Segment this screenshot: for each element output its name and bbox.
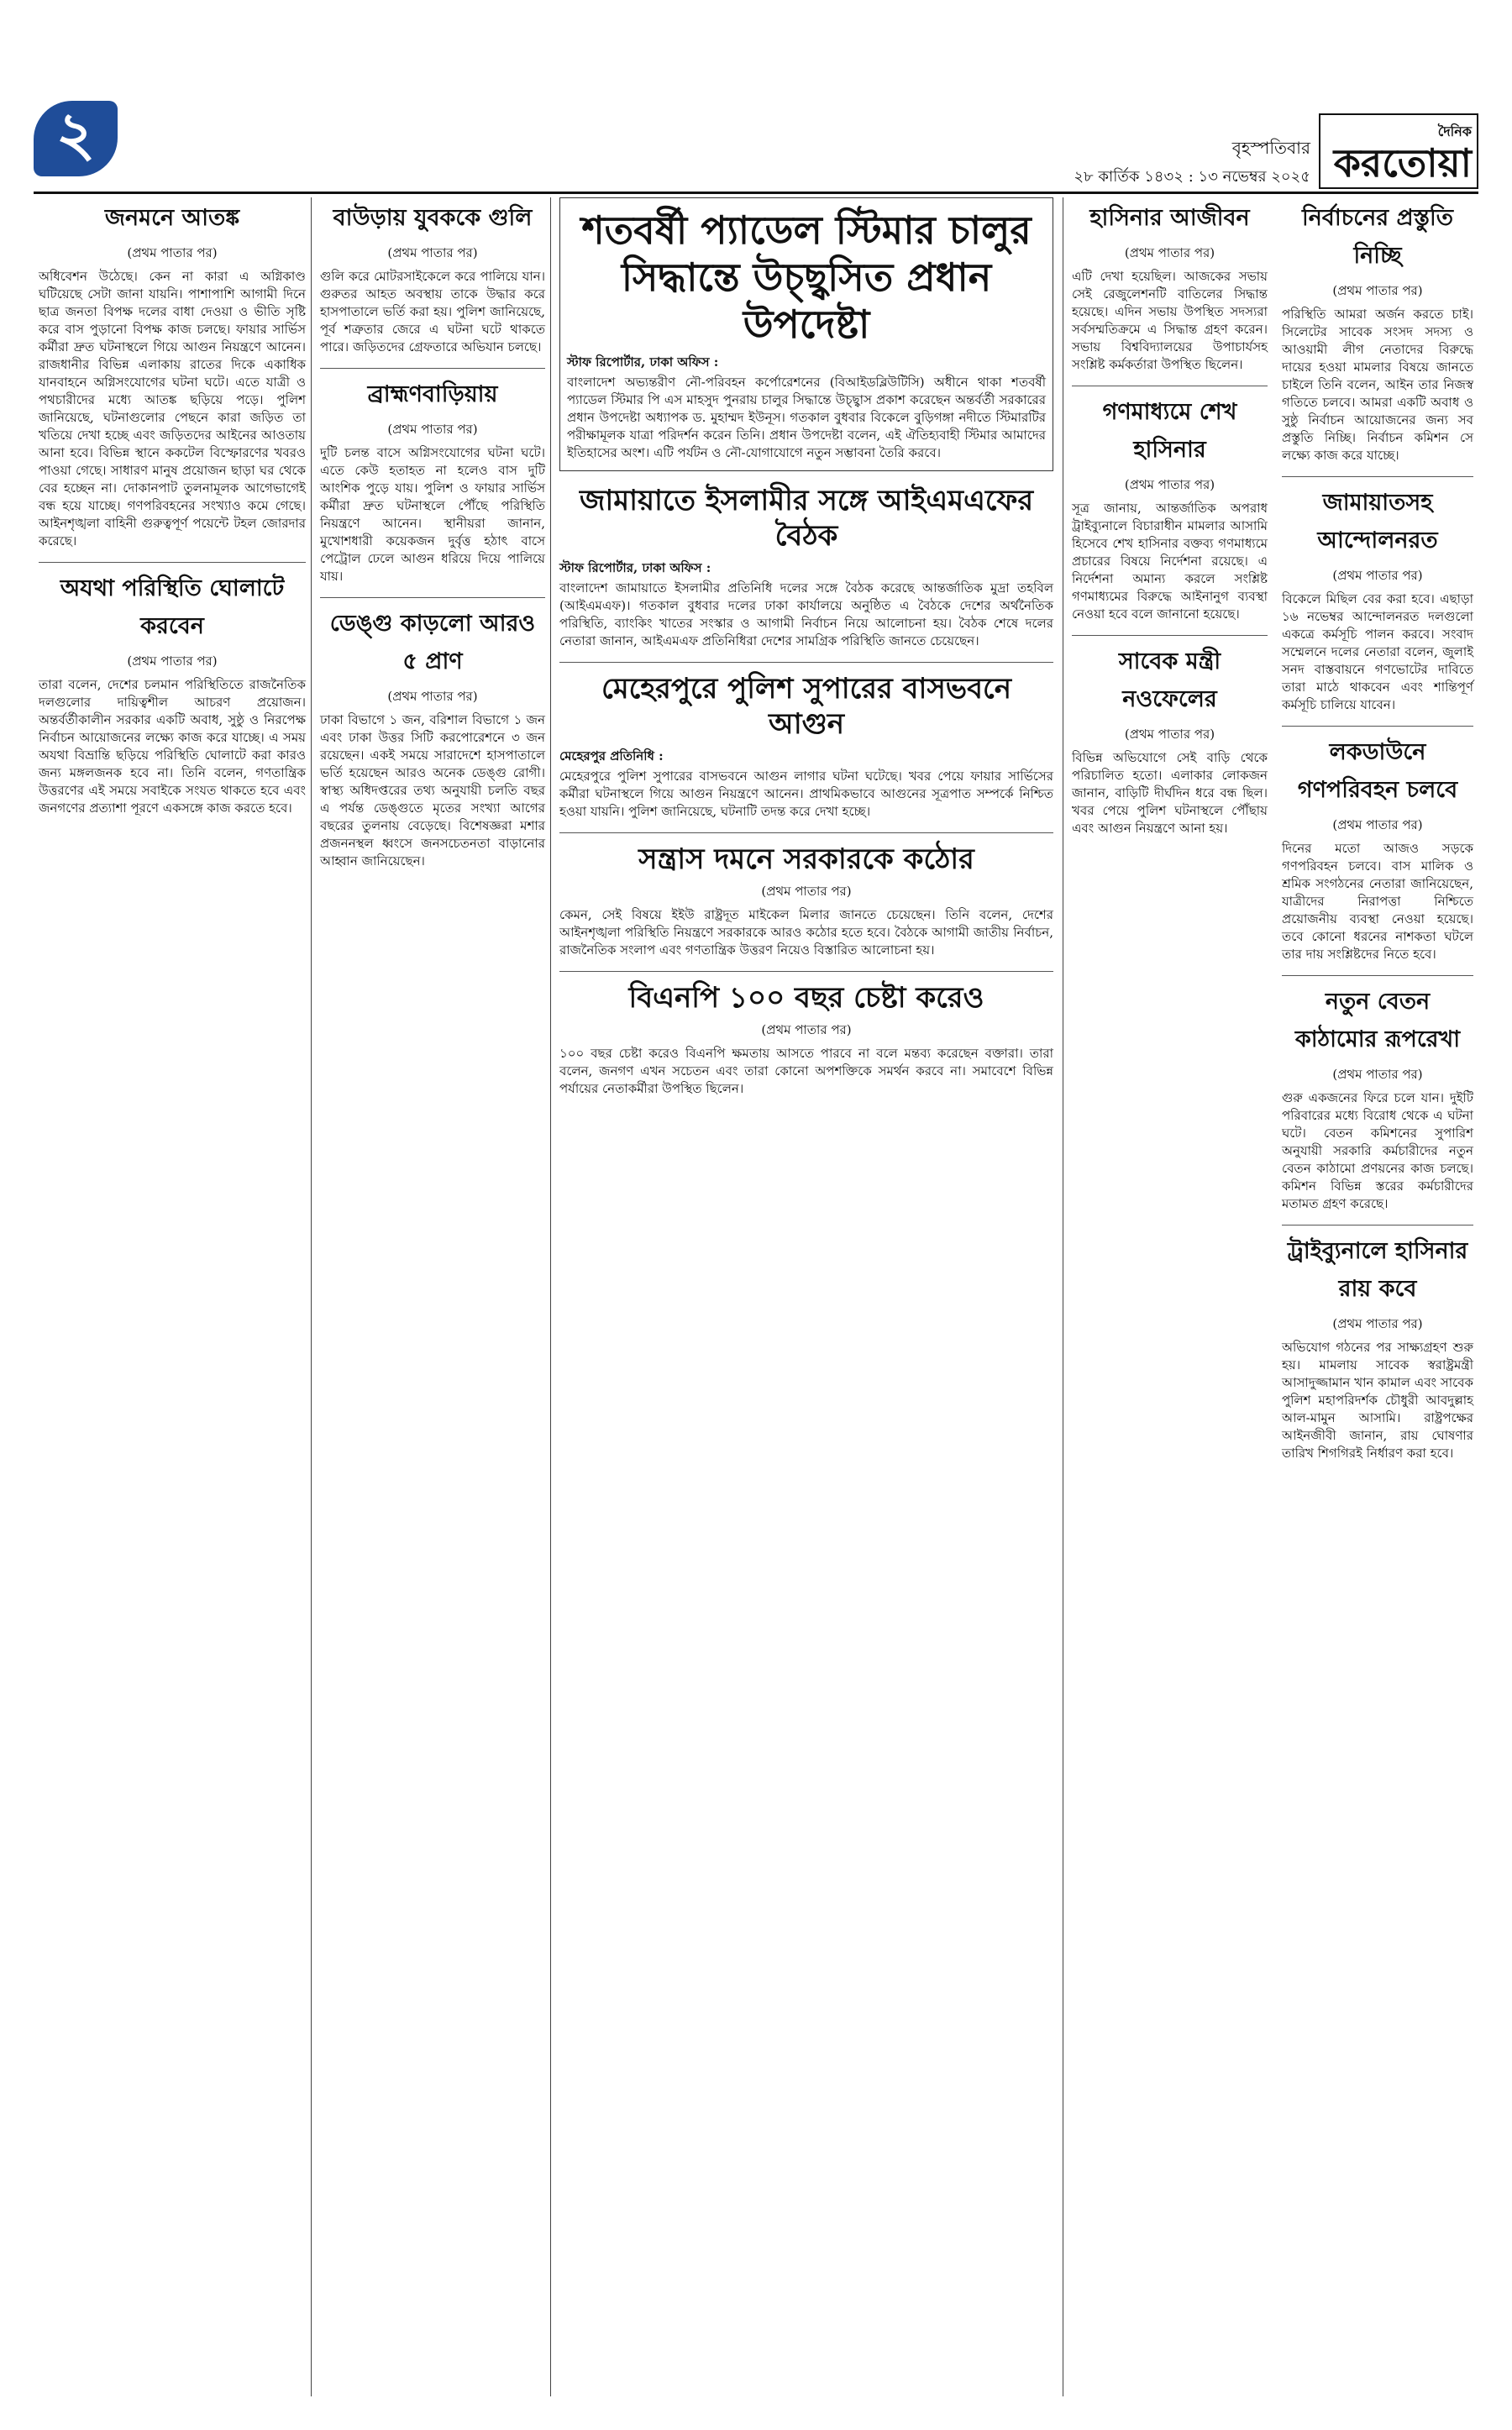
headline: ট্রাইব্যুনালে হাসিনার রায় কবে bbox=[1287, 1238, 1468, 1302]
masthead-rule bbox=[34, 192, 1478, 194]
story-dengue bbox=[320, 606, 545, 870]
issue-day: বৃহস্পতিবার bbox=[1231, 138, 1310, 158]
story-body: বাংলাদেশ জামায়াতে ইসলামীর প্রতিনিধি দলের সঙ্গে বৈঠক করেছে আন্তর্জাতিক মুদ্রা তহবিল (আইএমএফ)। গতকাল বুধবার দলের ঢাকা কার্যালয়ে অনুষ্ঠিত এ বৈঠকে দেশের অর্থনৈতিক পরিস্থিতি, ব্যাংকিং খাতের সংস্কার ও আগামী নির্বাচন নিয়ে আলোচনা হয়। বৈঠক শেষে দলের নেতারা জানান, আইএমএফ প্রতিনিধিরা দেশের সামগ্রিক পরিস্থিতি জানতে চেয়েছেন। bbox=[559, 580, 1053, 648]
headline: সাবেক মন্ত্রী নওফেলের bbox=[1118, 648, 1221, 712]
story-jamaat-andolon bbox=[1282, 485, 1473, 714]
headline: মেহেরপুরে পুলিশ সুপারের বাসভবনে আগুন bbox=[601, 672, 1012, 741]
column-2 bbox=[315, 197, 550, 882]
story-janamane bbox=[39, 201, 306, 550]
headline: অযথা পরিস্থিতি ঘোলাটে করবেন bbox=[60, 575, 285, 639]
headline: ব্রাহ্মণবাড়িয়ায় bbox=[367, 381, 498, 407]
story-divider bbox=[559, 971, 1053, 972]
jump-line: (প্রথম পাতার পর) bbox=[1332, 283, 1423, 298]
story-divider bbox=[1072, 635, 1268, 636]
story-divider bbox=[559, 662, 1053, 663]
story-sthiti bbox=[39, 571, 306, 817]
story-divider bbox=[1282, 726, 1473, 727]
jump-line: (প্রথম পাতার পর) bbox=[1124, 727, 1215, 742]
story-divider bbox=[1282, 975, 1473, 976]
story-body: সূত্র জানায়, আন্তর্জাতিক অপরাধ ট্রাইব্যুনালে বিচারাধীন মামলার আসামি হিসেবে শেখ হাসিনার বক্তব্য গণমাধ্যমে প্রচারের বিষয়ে নির্দেশনা রয়েছে। এ নির্দেশনা অমান্য করলে সংশ্লিষ্ট গণমাধ্যমের বিরুদ্ধে আইনানুগ ব্যবস্থা নেওয়া হবে বলে জানানো হয়েছে। bbox=[1072, 501, 1268, 622]
jump-line: (প্রথম পাতার পর) bbox=[387, 245, 478, 260]
headline: বাউড়ায় যুবককে গুলি bbox=[333, 205, 533, 231]
story-body: পরিস্থিতি আমরা অর্জন করতে চাই। সিলেটের সাবেক সংসদ সদস্য ও আওয়ামী লীগ নেতাদের বিরুদ্ধে দায়ের হওয়া মামলার বিষয়ে জানতে চাইলে তিনি বলেন, আইন তার নিজস্ব গতিতে চলবে। আমরা একটি অবাধ ও সুষ্ঠু নির্বাচন আয়োজনের জন্য সব প্রস্তুতি নিচ্ছি। নির্বাচন কমিশন সে লক্ষ্যে কাজ করে যাচ্ছে। bbox=[1282, 307, 1473, 463]
headline: হাসিনার আজীবন bbox=[1089, 205, 1250, 231]
jump-line: (প্রথম পাতার পর) bbox=[1332, 1067, 1423, 1082]
headline: বিএনপি ১০০ বছর চেষ্টা করেও bbox=[628, 981, 984, 1015]
story-body: বিকেলে মিছিল বের করা হবে। এছাড়া ১৬ নভেম্বর আন্দোলনরত দলগুলো একত্রে কর্মসূচি পালন করবে। সংবাদ সম্মেলনে দলের নেতারা বলেন, জুলাই সনদ বাস্তবায়নে গণভোটের দাবিতে তারা মাঠে থাকবেন এবং শান্তিপূর্ণ কর্মসূচি চালিয়ে যাবেন। bbox=[1282, 591, 1473, 712]
lead-headline: শতবর্ষী প্যাডেল স্টিমার চালুর সিদ্ধান্তে উচ্ছ্বসিত প্রধান উপদেষ্টা bbox=[581, 207, 1032, 347]
story-body: অভিযোগ গঠনের পর সাক্ষ্যগ্রহণ শুরু হয়। মামলায় সাবেক স্বরাষ্ট্রমন্ত্রী আসাদুজ্জামান খান কামাল এবং সাবেক পুলিশ মহাপরিদর্শক চৌধুরী আবদুল্লাহ আল-মামুন আসামি। রাষ্ট্রপক্ষের আইনজীবী জানান, রায় ঘোষণার তারিখ শিগগিরই নির্ধারণ করা হবে। bbox=[1282, 1340, 1473, 1461]
jump-line: (প্রথম পাতার পর) bbox=[127, 245, 218, 260]
story-body: তারা বলেন, দেশের চলমান পরিস্থিতিতে রাজনৈতিক দলগুলোর দায়িত্বশীল আচরণ প্রয়োজন। অন্তর্বর্তীকালীন সরকার একটি অবাধ, সুষ্ঠু ও নিরপেক্ষ নির্বাচন আয়োজনের লক্ষ্যে কাজ করে যাচ্ছে। এ সময় অযথা বিভ্রান্তি ছড়িয়ে পরিস্থিতি ঘোলাটে করা কারও জন্য মঙ্গলজনক হবে না। তিনি বলেন, গণতান্ত্রিক উত্তরণের এই সময়ে সবাইকে সংযত থাকতে হবে এবং জনগণের প্রত্যাশা পূরণে একসঙ্গে কাজ করতে হবে। bbox=[39, 677, 306, 816]
story-body: গুরু একজনের ফিরে চলে যান। দুইটি পরিবারের মধ্যে বিরোধ থেকে এ ঘটনা ঘটে। বেতন কমিশনের সুপারিশ অনুযায়ী সরকারি কর্মচারীদের নতুন বেতন কাঠামো প্রণয়নের কাজ চলছে। কমিশন বিভিন্ন স্তরের কর্মচারীদের মতামত গ্রহণ করেছে। bbox=[1282, 1090, 1473, 1211]
story-body: বাংলাদেশ অভ্যন্তরীণ নৌ-পরিবহন কর্পোরেশনের (বিআইডব্লিউটিসি) অধীনে থাকা শতবর্ষী প্যাডেল স্টিমার পি এস মাহসুদ পুনরায় চালুর সিদ্ধান্তে উচ্ছ্বাস প্রকাশ করেছেন অন্তর্বর্তী সরকারের প্রধান উপদেষ্টা অধ্যাপক ড. মুহাম্মদ ইউনূস। গতকাল বুধবার বিকেলে বুড়িগঙ্গা নদীতে স্টিমারটির পরীক্ষামূলক যাত্রা পরিদর্শন করেন তিনি। প্রধান উপদেষ্টা বলেন, এই ঐতিহ্যবাহী স্টিমার আমাদের ইতিহাসের অংশ। এটি পর্যটন ও নৌ-যোগাযোগে নতুন সম্ভাবনা তৈরি করবে। bbox=[567, 375, 1046, 460]
story-brahmanbaria bbox=[320, 377, 545, 585]
story-tribunal bbox=[1282, 1234, 1473, 1462]
story-body: অধিবেশন উঠেছে। কেন না কারা এ অগ্নিকাণ্ড ঘটিয়েছে সেটা জানা যায়নি। পাশাপাশি আগামী দিনে ছাত্র জনতা বিপক্ষ দলের বাধা দেওয়া ও ভীতি সৃষ্টি করে বাস পুড়ানো বিপক্ষ কাজ চলছে। ফায়ার সার্ভিস কর্মীরা দ্রুত ঘটনাস্থলে গিয়ে আগুন নিয়ন্ত্রণে আনেন। রাজধানীর বিভিন্ন এলাকায় রাতের দিকে একাধিক যানবাহনে অগ্নিসংযোগের ঘটনা ঘটে। এতে যাত্রী ও পথচারীদের মধ্যে আতঙ্ক ছড়িয়ে পড়ে। পুলিশ জানিয়েছে, ঘটনাগুলোর পেছনে কারা জড়িত তা খতিয়ে দেখা হচ্ছে এবং জড়িতদের আইনের আওতায় আনা হবে। বিভিন্ন স্থানে ককটেল বিস্ফোরণের খবরও পাওয়া গেছে। সাধারণ মানুষ প্রয়োজন ছাড়া ঘর থেকে বের হচ্ছেন না। দোকানপাট তুলনামূলক আগেভাগেই বন্ধ হয়ে যাচ্ছে। গণপরিবহনের সংখ্যাও কমে গেছে। আইনশৃঙ্খলা বাহিনী গুরুত্বপূর্ণ পয়েন্টে টহল জোরদার করেছে। bbox=[39, 269, 306, 548]
newspaper-logo bbox=[1319, 113, 1478, 189]
column-5 bbox=[1277, 197, 1478, 1474]
column-1 bbox=[34, 197, 311, 829]
jump-line: (প্রথম পাতার পর) bbox=[1332, 568, 1423, 583]
story-body: দুটি চলন্ত বাসে অগ্নিসংযোগের ঘটনা ঘটে। এতে কেউ হতাহত না হলেও বাস দুটি আংশিক পুড়ে যায়। পুলিশ ও ফায়ার সার্ভিস কর্মীরা দ্রুত ঘটনাস্থলে পৌঁছে পরিস্থিতি নিয়ন্ত্রণে আনেন। স্থানীয়রা জানান, মুখোশধারী কয়েকজন দুর্বৃত্ত হঠাৎ বাসে পেট্রোল ঢেলে আগুন ধরিয়ে দিয়ে পালিয়ে যায়। bbox=[320, 445, 545, 584]
story-body: ১০০ বছর চেষ্টা করেও বিএনপি ক্ষমতায় আসতে পারবে না বলে মন্তব্য করেছেন বক্তারা। তারা বলেন, জনগণ এখন সচেতন এবং তারা কোনো অপশক্তিকে সমর্থন করবে না। সমাবেশে বিভিন্ন পর্যায়ের নেতাকর্মীরা উপস্থিত ছিলেন। bbox=[559, 1046, 1053, 1096]
headline: জনমনে আতঙ্ক bbox=[104, 205, 240, 231]
jump-line: (প্রথম পাতার পর) bbox=[1332, 817, 1423, 832]
headline: জামায়াতসহ আন্দোলনরত bbox=[1317, 490, 1438, 554]
story-divider bbox=[1282, 476, 1473, 477]
logo-big-text: করতোয়া bbox=[1333, 139, 1472, 186]
story-nirbachan bbox=[1282, 201, 1473, 464]
byline: স্টাফ রিপোর্টার, ঢাকা অফিস : bbox=[559, 560, 711, 575]
story-divider bbox=[320, 368, 545, 369]
byline: স্টাফ রিপোর্টার, ঢাকা অফিস : bbox=[567, 354, 719, 370]
headline: জামায়াতে ইসলামীর সঙ্গে আইএমএফের বৈঠক bbox=[579, 484, 1034, 553]
headline: নির্বাচনের প্রস্তুতি নিচ্ছি bbox=[1301, 205, 1454, 269]
story-lockdown bbox=[1282, 735, 1473, 963]
story-steamer bbox=[559, 197, 1053, 471]
jump-line: (প্রথম পাতার পর) bbox=[761, 884, 852, 899]
story-bnp bbox=[559, 980, 1053, 1098]
story-body: দিনের মতো আজও সড়কে গণপরিবহন চলবে। বাস মালিক ও শ্রমিক সংগঠনের নেতারা জানিয়েছেন, যাত্রীদের নিরাপত্তা নিশ্চিতে প্রয়োজনীয় ব্যবস্থা নেওয়া হয়েছে। তবে কোনো ধরনের নাশকতা ঘটলে তার দায় সংশ্লিষ্টদের নিতে হবে। bbox=[1282, 841, 1473, 962]
jump-line: (প্রথম পাতার পর) bbox=[387, 422, 478, 437]
headline: ডেঙ্গু কাড়লো আরও ৫ প্রাণ bbox=[329, 611, 536, 674]
byline: মেহেরপুর প্রতিনিধি : bbox=[559, 748, 664, 764]
story-body: মেহেরপুরে পুলিশ সুপারের বাসভবনে আগুন লাগার ঘটনা ঘটেছে। খবর পেয়ে ফায়ার সার্ভিসের কর্মীরা ঘটনাস্থলে গিয়ে আগুন নিয়ন্ত্রণে আনেন। প্রাথমিকভাবে আগুনের সূত্রপাত সম্পর্কে নিশ্চিত হওয়া যায়নি। পুলিশ জানিয়েছে, ঘটনাটি তদন্ত করে দেখা হচ্ছে। bbox=[559, 769, 1053, 819]
story-body: এটি দেখা হয়েছিল। আজকের সভায় সেই রেজুলেশনটি বাতিলের সিদ্ধান্ত হয়েছে। এদিন সভায় উপস্থিত সদস্যরা সর্বসম্মতিক্রমে এ সিদ্ধান্ত গ্রহণ করেন। সভায় বিশ্ববিদ্যালয়ের উপাচার্যসহ সংশ্লিষ্ট কর্মকর্তারা উপস্থিত ছিলেন। bbox=[1072, 269, 1268, 372]
column-center bbox=[554, 197, 1058, 1110]
story-divider bbox=[559, 832, 1053, 833]
story-santrash bbox=[559, 842, 1053, 959]
story-divider bbox=[320, 597, 545, 598]
issue-date: ২৮ কার্তিক ১৪৩২ : ১৩ নভেম্বর ২০২৫ bbox=[1074, 168, 1310, 186]
jump-line: (প্রথম পাতার পর) bbox=[127, 653, 218, 669]
story-mantri bbox=[1072, 644, 1268, 837]
page-number: ২ bbox=[55, 97, 96, 169]
story-body: গুলি করে মোটরসাইকেলে করে পালিয়ে যান। গুরুতর আহত অবস্থায় তাকে উদ্ধার করে হাসপাতালে ভর্তি করা হয়। পুলিশ জানিয়েছে, পূর্ব শত্রুতার জেরে এ ঘটনা ঘটে থাকতে পারে। জড়িতদের গ্রেফতারে অভিযান চলছে। bbox=[320, 269, 545, 354]
jump-line: (প্রথম পাতার পর) bbox=[387, 689, 478, 704]
story-bagura bbox=[320, 201, 545, 356]
headline: সন্ত্রাস দমনে সরকারকে কঠোর bbox=[638, 842, 974, 876]
story-gonomadhyam bbox=[1072, 395, 1268, 623]
story-beton bbox=[1282, 984, 1473, 1213]
story-body: ঢাকা বিভাগে ১ জন, বরিশাল বিভাগে ১ জন এবং ঢাকা উত্তর সিটি করপোরেশনে ৩ জন রয়েছেন। একই সময়ে সারাদেশে হাসপাতালে ভর্তি হয়েছেন আরও অনেক ডেঙ্গু রোগী। স্বাস্থ্য অধিদপ্তরের তথ্য অনুযায়ী চলতি বছর এ পর্যন্ত ডেঙ্গুতে মৃতের সংখ্যা আগের বছরের তুলনায় বেড়েছে। বিশেষজ্ঞরা মশার প্রজননস্থল ধ্বংসে জনসচেতনতা বাড়ানোর আহ্বান জানিয়েছেন। bbox=[320, 712, 545, 869]
jump-line: (প্রথম পাতার পর) bbox=[1124, 245, 1215, 260]
story-meherpur bbox=[559, 671, 1053, 821]
story-hasina-ajiban bbox=[1072, 201, 1268, 374]
headline: গণমাধ্যমে শেখ হাসিনার bbox=[1102, 399, 1237, 463]
story-body: বিভিন্ন অভিযোগে সেই বাড়ি থেকে পরিচালিত হতো। এলাকার লোকজন জানান, বাড়িটি দীর্ঘদিন ধরে বন্ধ ছিল। খবর পেয়ে পুলিশ ঘটনাস্থলে পৌঁছায় এবং আগুন নিয়ন্ত্রণে আনা হয়। bbox=[1072, 750, 1268, 836]
headline: লকডাউনে গণপরিবহন চলবে bbox=[1297, 739, 1458, 803]
story-divider bbox=[39, 562, 306, 563]
story-body: কেমন, সেই বিষয়ে ইইউ রাষ্ট্রদূত মাইকেল মিলার জানতে চেয়েছেন। তিনি বলেন, দেশের আইনশৃঙ্খলা পরিস্থিতি নিয়ন্ত্রণে সরকারকে আরও কঠোর হতে হবে। বৈঠকে আগামী জাতীয় নির্বাচন, রাজনৈতিক সংলাপ এবং গণতান্ত্রিক উত্তরণ নিয়েও বিস্তারিত আলোচনা হয়। bbox=[559, 907, 1053, 958]
column-4 bbox=[1067, 197, 1273, 849]
logo-small-text: দৈনিক bbox=[1437, 123, 1472, 139]
jump-line: (প্রথম পাতার পর) bbox=[1124, 477, 1215, 492]
story-jamaat bbox=[559, 483, 1053, 650]
column-divider bbox=[550, 197, 551, 2396]
page-number-badge bbox=[34, 97, 118, 176]
jump-line: (প্রথম পাতার পর) bbox=[761, 1022, 852, 1037]
column-divider bbox=[311, 197, 312, 2396]
headline: নতুন বেতন কাঠামোর রূপরেখা bbox=[1294, 989, 1461, 1052]
jump-line: (প্রথম পাতার পর) bbox=[1332, 1316, 1423, 1331]
